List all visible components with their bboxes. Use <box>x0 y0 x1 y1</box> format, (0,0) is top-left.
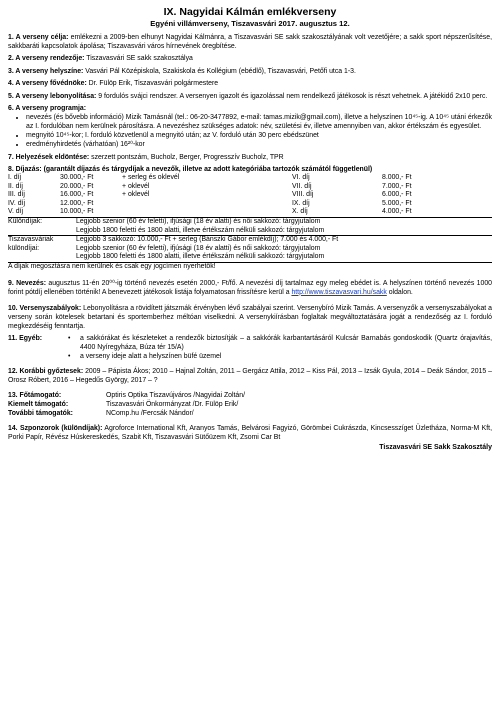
table-row <box>8 400 245 409</box>
section-12 <box>8 367 492 385</box>
prize-amount: 20.000,- Ft <box>60 182 94 190</box>
prize-extra: + oklevél <box>122 182 150 190</box>
other-list <box>68 334 492 361</box>
local-item: Legjobb 1800 feletti és 1800 alatti, illetve értékszám nélküli sakkozó: tárgyjutalom <box>76 253 325 261</box>
list-item: • a verseny ideje alatt a helyszínen büfé üzemel <box>68 353 222 361</box>
section-text: 2009 – Pápista Ákos; 2010 – Hajnal Zoltán, 2011 – Gergácz Attila, 2012 – Kiss Pál, 2013 – Izsák Gyula, 2014 – Deák Sándor, 2015 – Orosz Róbert, 2016 – Hegedűs György, 2017 – ? <box>8 368 492 385</box>
prize-amount: 8.000,- Ft <box>382 174 412 181</box>
local-label: Tiszavasváriak különdíjai: <box>8 236 76 263</box>
prize-place: I. díj <box>8 174 22 181</box>
special-label: Különdíjak: <box>8 217 76 226</box>
special-prize-table <box>8 217 492 272</box>
prize-amount: 16.000,- Ft <box>60 191 94 199</box>
section-7 <box>8 153 492 162</box>
section-text: szerzett pontszám, Bucholz, Berger, Progresszív Bucholz, TPR <box>89 153 284 161</box>
table-row <box>8 227 492 236</box>
list-item: • eredményhirdetés (várhatóan) 16²⁰-kor <box>26 140 492 149</box>
prize-amount: 7.000,- Ft <box>382 182 412 190</box>
section-text: Tiszavasvári SE sakk szakosztálya <box>84 55 193 62</box>
list-item-text: a verseny ideje alatt a helyszínen büfé üzemel <box>80 353 222 361</box>
section-8 <box>8 165 492 272</box>
section-label <box>8 334 68 361</box>
table-row <box>8 262 492 271</box>
table-row <box>8 253 492 262</box>
section-label: 8. Díjazás: <box>8 166 42 173</box>
prize-place: VI. díj <box>292 174 310 181</box>
table-row <box>8 183 492 192</box>
prize-place: II. díj <box>8 182 23 190</box>
local-item: Legjobb szenior (60 év feletti), ifjúsági (18 év alatti) és női sakkozó: tárgyjutalom <box>76 244 321 252</box>
prize-amount: 30.000,- Ft <box>60 174 94 181</box>
section-label: 6. A verseny programja: <box>8 105 86 112</box>
table-row <box>8 200 492 209</box>
document-subtitle: Egyéni villámverseny, Tiszavasvári 2017. augusztus 12. <box>150 19 350 28</box>
sponsor-value: Tiszavasvári Önkormányzat /Dr. Fülöp Erik/ <box>106 401 239 409</box>
section-label: 14. Szponzorok (különdíjak): <box>8 425 103 433</box>
prize-amount: 12.000,- Ft <box>60 199 94 207</box>
document-page <box>8 6 492 451</box>
section-text: Lebonyolításra a rövidített játszmák érvényben lévő szabályai szerint. Versenybíró Mizik Tamás. A versenyzők a versenyszabályokat a verseny során kötelesek betartani és sportemberhez méltóan viselkedni. A versenykiírásban foglaltak megváltoztatására jogát a rendezőség az I. forduló megkezdéséig fenntartja. <box>8 304 492 330</box>
section-3 <box>8 67 492 76</box>
section-label: 1. A verseny célja: <box>8 33 69 41</box>
table-row <box>8 174 492 183</box>
prize-place: III. díj <box>8 191 25 199</box>
table-row <box>8 391 245 400</box>
prize-place: X. díj <box>292 208 308 216</box>
table-row <box>8 191 492 200</box>
section-text: emlékezni a 2009-ben elhunyt Nagyidai Kálmánra, a Tiszavasvári SE sakk szakosztályának volt vezetőjére; a sakk sport népszerűsítése, sakkbaráti kapcsolatok ápolása; Tiszavasvári város hírnevének öregbítése. <box>8 33 492 50</box>
section-text: oldalon. <box>386 288 413 296</box>
section-9 <box>8 279 492 297</box>
prize-place: VII. díj <box>292 182 312 190</box>
table-row <box>8 409 245 418</box>
prize-extra <box>122 200 292 209</box>
table-row <box>8 236 492 245</box>
prize-extra: + oklevél <box>122 191 150 199</box>
section-label: 12. Korábbi győztesek: <box>8 368 84 376</box>
section-label: 5. A verseny lebonyolítása: <box>8 92 97 100</box>
special-item: Legjobb 1800 feletti és 1800 alatti, illetve értékszám nélküli sakkozó: tárgyjutalom <box>76 226 325 234</box>
section-label: 4. A verseny fővédnöke: <box>8 80 87 87</box>
sponsor-label: 13. Főtámogató: <box>8 392 62 400</box>
section-14 <box>8 424 492 442</box>
prize-amount: 10.000,- Ft <box>60 208 94 216</box>
sponsor-label: További támogatók: <box>8 410 73 418</box>
prize-table <box>8 174 492 217</box>
section-label: 3. A verseny helyszíne: <box>8 67 84 75</box>
sponsor-label: Kiemelt támogató: <box>8 401 69 409</box>
section-text: augusztus 11-én 20⁰⁰-ig történő nevezés esetén 2000,- Ft/fő. A nevezési díj tartalmaz egy meleg ebédet is. A helyszínen történő nevezés 1000 forint pótdíj ellenében történik! A benevezett játékosok listája folyamatosan frissítésre kerül a <box>8 279 492 296</box>
prize-amount: 6.000,- Ft <box>382 191 412 199</box>
table-row <box>8 208 492 217</box>
prize-place: V. díj <box>8 208 24 216</box>
section-2 <box>8 54 492 63</box>
section-label: 2. A verseny rendezője: <box>8 55 85 62</box>
section-text: Dr. Fülöp Erik, Tiszavasvári polgármestere <box>86 80 219 87</box>
section-6 <box>8 104 492 149</box>
prize-amount: 4.000,- Ft <box>382 208 412 216</box>
section-13 <box>8 391 245 418</box>
local-item: Legjobb 3 sakkozó: 10.000,- Ft + serleg (Bánszki Gábor emlékdíj); 7.000 és 4.000,- Ft <box>76 236 492 245</box>
section-text: Vasvári Pál Középiskola, Szakiskola és Kollégium (ebédlő), Tiszavasvári, Petőfi utca 1-3. <box>83 67 356 75</box>
sponsor-value: Optiris Optika Tiszavújváros /Nagyidai Zoltán/ <box>106 392 246 400</box>
prize-note: A díjak megosztásra nem kerülnek és csak egy jogcímen nyerhetők! <box>8 262 492 271</box>
section-label: 7. Helyezések eldöntése: <box>8 153 90 161</box>
list-item: • megnyitó 10⁴⁵-kor; I. forduló közvetlenül a megnyitó után; az V. forduló után 30 perc ebédszünet <box>26 131 492 140</box>
document-title: IX. Nagyidai Kálmán emlékverseny <box>163 6 337 18</box>
prize-amount: 5.000,- Ft <box>382 199 412 207</box>
section-label: 10. Versenyszabályok: <box>8 304 82 312</box>
list-item: • nevezés (és bővebb információ) Mizik Tamásnál (tel.: 06-20-3477892, e-mail: tamas.mizik@gmail.com), illetve a helyszínen 10⁴⁵-ig. A 10⁴⁵ utáni érkezők az I. fordulóban nem kerülnek párosításra. A nevezéshez szükséges adatok: név, születési év, illetve amennyiben van, akkor értékszám és egyesület. <box>26 113 492 131</box>
section-11 <box>8 334 492 361</box>
prize-extra: + serleg és oklevél <box>122 174 180 181</box>
prize-extra <box>122 208 292 217</box>
prize-place: IV. díj <box>8 199 25 207</box>
section-text: 9 fordulós svájci rendszer. A versenyen igazolt és igazolással nem rendelkező játékosok is részt vehetnek. A játékidő 2x10 perc. <box>96 92 488 100</box>
website-link[interactable]: http://www.tiszavasvari.hu/sakk <box>291 288 387 296</box>
table-row <box>8 217 492 226</box>
section-text: (garantált díjazás és tárgydíjak a nevezők, illetve az adott kategóriába tartozók számától függetlenül) <box>41 166 373 173</box>
list-item-text: a sakkórákat és készleteket a rendezők biztosítják – a sakkórák karbantartásáról Kulcsár Barnabás gondoskodik (Quartz órajavítás, 4400 Nyíregyháza, Búza tér 15/A) <box>80 335 492 352</box>
section-text: Agroforce International Kft, Aranyos Tamás, Belvárosi Fagyizó, Görömbei Cukrászda, Kincsesszíget Üzletháza, Norma-M Kft, Porki Papír, Révész Húskereskedés, Szabit Kft, Tiszavasvári Sütőüzem Kft, Zsomi Car Bt <box>8 425 492 442</box>
sponsor-value: NComp.hu /Fercsák Nándor/ <box>106 410 194 418</box>
prize-place: IX. díj <box>292 199 310 207</box>
table-row <box>8 245 492 254</box>
signature: Tiszavasvári SE Sakk Szakosztály <box>379 444 492 452</box>
program-list <box>8 113 492 149</box>
section-5 <box>8 92 492 101</box>
special-item: Legjobb szenior (60 év feletti), ifjúsági (18 év alatti) és női sakkozó: tárgyjutalom <box>76 217 492 226</box>
section-1 <box>8 33 492 51</box>
section-4 <box>8 79 492 88</box>
list-item: • a sakkórákat és készleteket a rendezők biztosítják – a sakkórák karbantartásáról Kulcsár Barnabás gondoskodik (Quartz órajavítás, 4400 Nyíregyháza, Búza tér 15/A) <box>68 335 492 352</box>
section-10 <box>8 304 492 331</box>
section-label: 9. Nevezés: <box>8 279 46 287</box>
prize-place: VIII. díj <box>292 191 314 199</box>
section-label-text: 11. Egyéb: <box>8 335 43 343</box>
